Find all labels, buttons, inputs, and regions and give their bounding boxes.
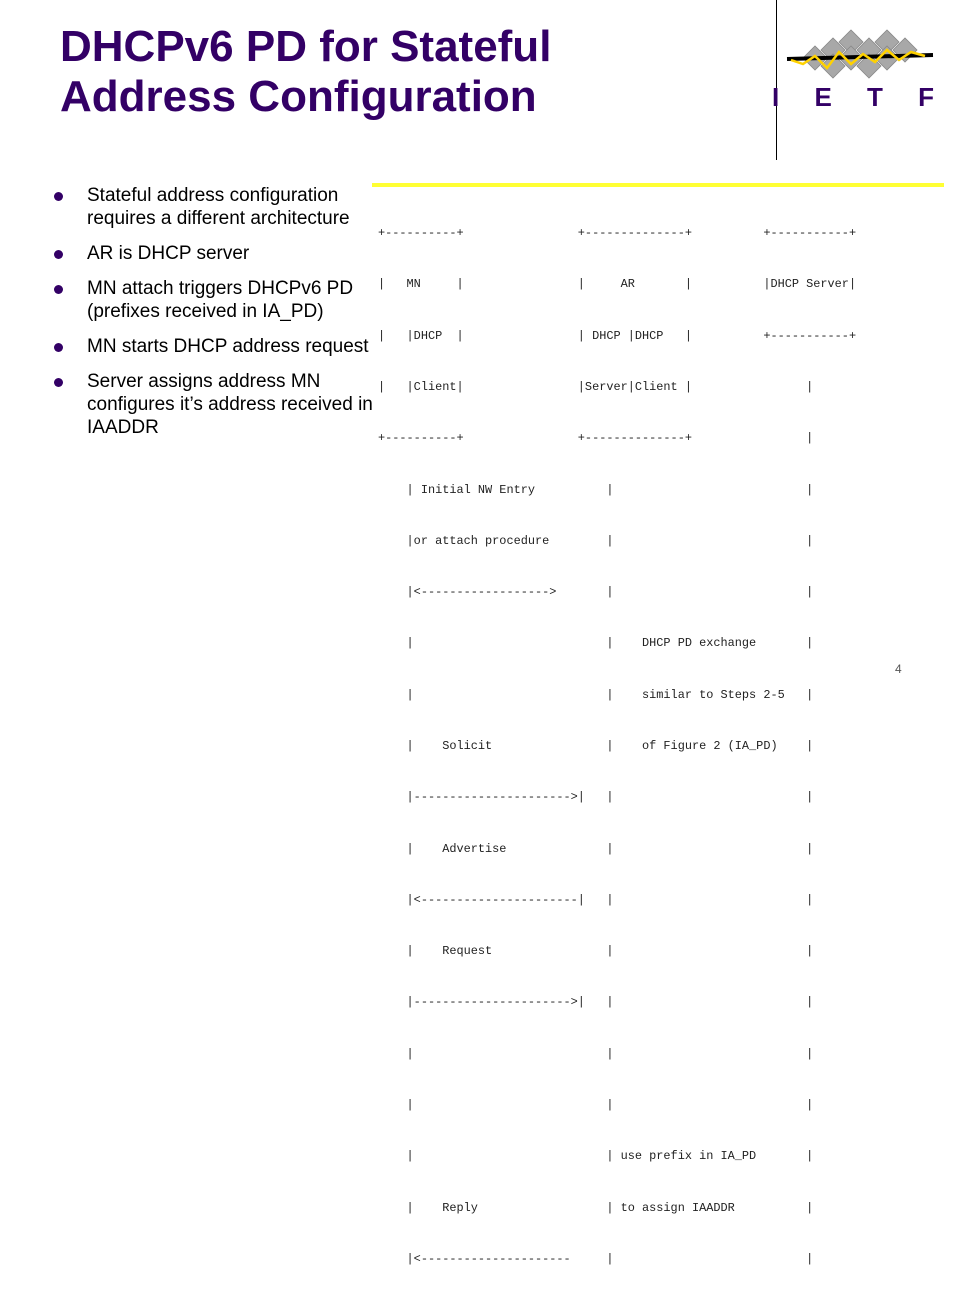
logo-text: I E T F — [772, 82, 948, 112]
ietf-logo — [772, 28, 948, 118]
diagram-line: | | | — [378, 1046, 814, 1061]
message-flow-diagram — [378, 191, 856, 1302]
diagram-line: | |Client| |Server|Client | | — [378, 380, 814, 395]
title-line-2: Address Configuration — [60, 72, 537, 121]
logo-divider — [776, 0, 777, 160]
slide-title — [60, 22, 700, 122]
page-number: 4 — [895, 662, 902, 676]
diagram-line: |---------------------->| | | — [378, 790, 814, 805]
bullet-item — [50, 277, 380, 323]
bullet-item — [50, 242, 380, 265]
bullet-text: MN attach triggers DHCPv6 PD (prefixes received in IA_PD) — [87, 278, 354, 322]
bullet-text: MN starts DHCP address request — [87, 336, 369, 357]
bullet-list — [50, 184, 380, 451]
diagram-line: |or attach procedure | | — [378, 533, 814, 548]
diagram-line: +----------+ +--------------+ +-----------+ — [378, 226, 857, 241]
diagram-line: |<------------------> | | — [378, 585, 814, 600]
diagram-line: | | similar to Steps 2-5 | — [378, 687, 814, 702]
diagram-line: | MN | | AR | |DHCP Server| — [378, 277, 857, 292]
diagram-line: | |DHCP | | DHCP |DHCP | +-----------+ — [378, 328, 857, 343]
bullet-dot-icon — [54, 250, 63, 259]
bullet-dot-icon — [54, 378, 63, 387]
diagram-line: | Request | | — [378, 944, 814, 959]
bullet-dot-icon — [54, 343, 63, 352]
diagram-line: | | | — [378, 1097, 814, 1112]
bullet-item — [50, 335, 380, 358]
diagram-line: | Reply | to assign IAADDR | — [378, 1200, 814, 1215]
diagram-line: | Advertise | | — [378, 841, 814, 856]
bullet-item — [50, 184, 380, 230]
title-line-1: DHCPv6 PD for Stateful — [60, 22, 552, 71]
diagram-line: | | DHCP PD exchange | — [378, 636, 814, 651]
diagram-line: | | use prefix in IA_PD | — [378, 1149, 814, 1164]
bullet-dot-icon — [54, 192, 63, 201]
bullet-dot-icon — [54, 285, 63, 294]
bullet-text: Server assigns address MN configures it’s address received in IAADDR — [87, 371, 373, 438]
bullet-text: Stateful address configuration requires a different architecture — [87, 185, 350, 229]
diagram-top-highlight — [372, 183, 944, 187]
diagram-line: |<--------------------- | | — [378, 1251, 814, 1266]
bullet-item — [50, 370, 380, 439]
diagram-line: |---------------------->| | | — [378, 995, 814, 1010]
diagram-line: |<----------------------| | | — [378, 892, 814, 907]
diagram-line: | Solicit | of Figure 2 (IA_PD) | — [378, 739, 814, 753]
bullet-text: AR is DHCP server — [87, 243, 250, 264]
diagram-line: | Initial NW Entry | | — [378, 482, 814, 497]
diagram-line: +----------+ +--------------+ | — [378, 431, 814, 446]
